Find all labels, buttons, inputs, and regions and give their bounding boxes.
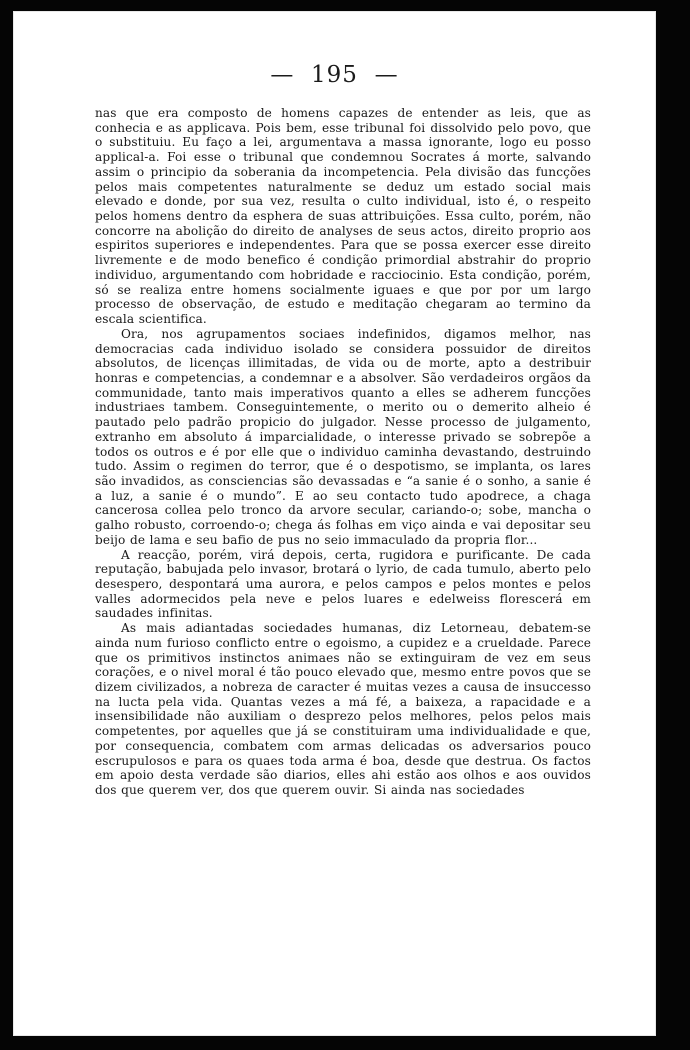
page-body-text <box>95 106 591 798</box>
paragraph: nas que era composto de homens capazes de entender as leis, que as conhecia e as applicava. Pois bem, esse tribunal foi dissolvido pelo povo, que o substituiu. Eu faço a lei, argumentava a massa ignorante, logo eu posso applical-a. Foi esse o tribunal que condemnou Socrates á morte, salvando assim o principio da soberania da incompetencia. Pela divisão das funcções pelos mais competentes naturalmente se deduz um estado social mais elevado e donde, por sua vez, resulta o culto individual, isto é, o respeito pelos homens dentro da esphera de suas attribuições. Essa culto, porém, não concorre na abolição do direito de analyses de seus actos, direito proprio aos espiritos superiores e independentes. Para que se possa exercer esse direito livremente e de modo benefico é condição primordial abstrahir do proprio individuo, argumentando com hobridade e racciocinio. Esta condição, porém, só se realiza entre homens socialmente iguaes e que por por um largo processo de observação, de estudo e meditação chegaram ao termino da escala scientifica. <box>95 106 591 327</box>
scanned-page-sheet <box>14 12 655 1035</box>
page-number: — 195 — <box>270 62 399 88</box>
paragraph: A reacção, porém, virá depois, certa, rugidora e purificante. De cada reputação, babujada pelo invasor, brotará o lyrio, de cada tumulo, aberto pelo desespero, despontará uma aurora, e pelos campos e pelos montes e pelos valles adormecidos pela neve e pelos luares e edelweiss florescerá em saudades infinitas. <box>95 547 591 621</box>
paragraph: As mais adiantadas sociedades humanas, diz Letorneau, debatem-se ainda num furioso conflicto entre o egoismo, a cupidez e a crueldade. Parece que os primitivos instinctos animaes não se extinguiram de vez em seus corações, e o nivel moral é tão pouco elevado que, mesmo entre povos que se dizem civilizados, a nobreza de caracter é muitas vezes a causa de insuccesso na lucta pela vida. Quantas vezes a má fé, a baixeza, a rapacidade e a insensibilidade não auxiliam o desprezo pelos melhores, pelos pelos mais competentes, por aquelles que já se constituiram uma individualidade e que, por consequencia, combatem com armas delicadas os adversarios pouco escrupulosos e para os quaes toda arma é boa, desde que destrua. Os factos em apoio desta verdade são diarios, elles ahi estão aos olhos e aos ouvidos dos que querem ver, dos que querem ouvir. Si ainda nas sociedades <box>95 621 591 798</box>
paragraph: Ora, nos agrupamentos sociaes indefinidos, digamos melhor, nas democracias cada individuo isolado se considera possuidor de direitos absolutos, de licenças illimitadas, de vida ou de morte, apto a destribuir honras e competencias, a condemnar e a absolver. São verdadeiros orgãos da communidade, tanto mais imperativos quanto a elles se adherem funcções industriaes tambem. Conseguintemente, o merito ou o demerito alheio é pautado pelo padrão propicio do julgador. Nesse processo de julgamento, extranho em absoluto á imparcialidade, o interesse privado se sobrepõe a todos os outros e é por elle que o individuo caminha devastando, destruindo tudo. Assim o regimen do terror, que é o despotismo, se implanta, os lares são invadidos, as consciencias são devassadas e “a sanie é o sonho, a sanie é a luz, a sanie é o mundo”. E ao seu contacto tudo apodrece, a chaga cancerosa collea pelo tronco da arvore secular, cariando-o; sobe, mancha o galho robusto, corroendo-o; chega ás folhas em viço ainda e vai depositar seu beijo de lama e seu bafio de pus no seio immaculado da propria flor... <box>95 326 591 547</box>
